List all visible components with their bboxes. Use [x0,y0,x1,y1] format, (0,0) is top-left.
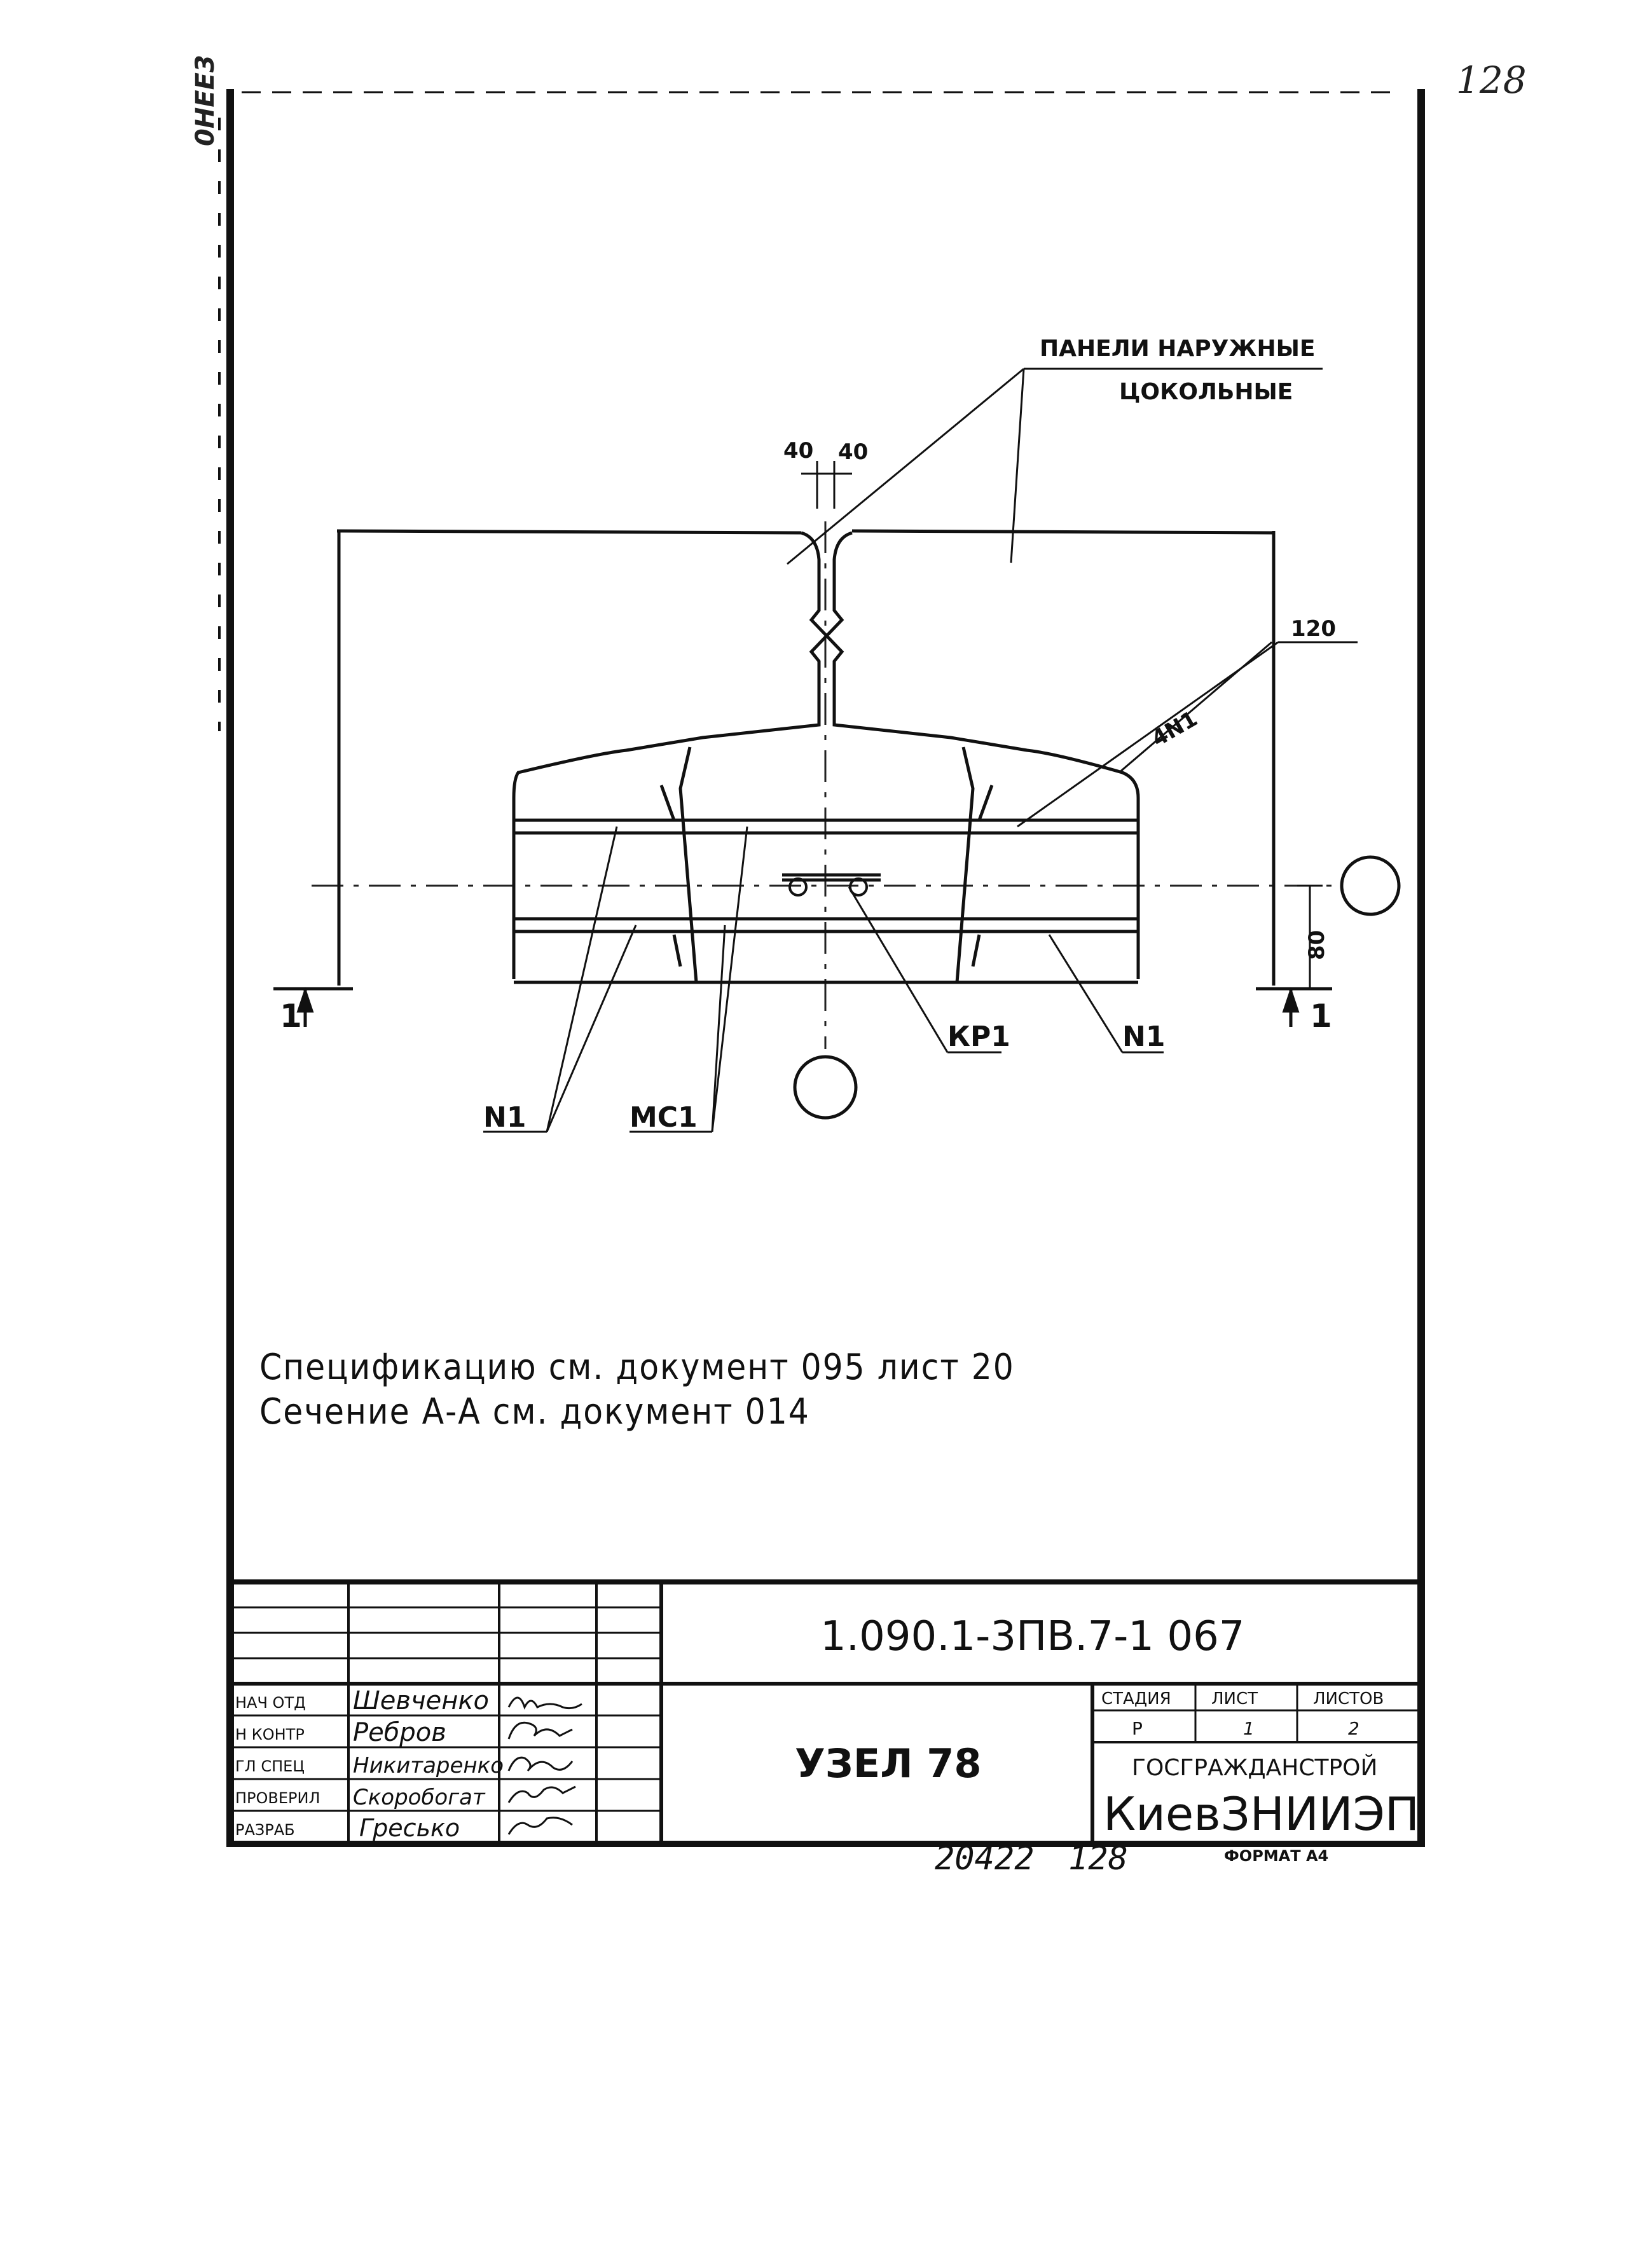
axis-bubble-bottom [795,1057,856,1118]
role-cell: ПРОВЕРИЛ [235,1789,320,1807]
label-panel-line1: ПАНЕЛИ НАРУЖНЫЕ [1040,336,1316,362]
stage-value: Р [1132,1718,1143,1739]
label-kp1: КР1 [947,1021,1010,1053]
axis-bubble-right [1342,857,1399,914]
name-cell: Скоробогат [353,1785,485,1810]
role-cell: Н КОНТР [235,1726,305,1743]
node-title: УЗЕЛ 78 [795,1740,982,1787]
label-dim-left: 40 [783,438,814,464]
label-80: 80 [1304,930,1330,960]
signature-table [235,1686,504,1842]
label-120: 120 [1291,616,1336,642]
footer-page-number: 128 [1068,1839,1128,1878]
label-4n1: 4N1 [1147,706,1202,752]
sheet-value: 1 [1243,1718,1255,1739]
label-mc1: МС1 [630,1101,698,1134]
label-n1-left: N1 [483,1101,526,1134]
doc-number: 1.090.1-3ПВ.7-1 067 [820,1613,1245,1660]
name-cell: Гресько [359,1814,460,1842]
section-mark-left-number: 1 [280,998,302,1034]
corner-page-number: 128 [1456,58,1527,102]
role-cell: РАЗРАБ [235,1821,295,1839]
archive-number: 20422 [935,1839,1035,1878]
margin-archive-code: 0HEE3 [191,55,220,146]
role-cell: НАЧ ОТД [235,1694,306,1712]
role-cell: ГЛ СПЕЦ [235,1757,305,1775]
axis-lines [312,521,1342,1049]
org-line2: КиевЗНИИЭП [1103,1787,1420,1841]
org-line1: ГОСГРАЖДАНСТРОЙ [1132,1755,1378,1781]
name-cell: Ребров [353,1718,446,1747]
sheet-header: ЛИСТ [1211,1689,1258,1708]
sheets-header: ЛИСТОВ [1313,1689,1384,1708]
signatures [509,1698,582,1834]
label-dim-right: 40 [838,439,869,465]
note-specification: Спецификацию см. документ 095 лист 20 [259,1347,1015,1388]
note-section: Сечение А-А см. документ 014 [259,1391,810,1433]
stage-header: СТАДИЯ [1101,1689,1171,1708]
section-mark-right-number: 1 [1310,998,1332,1034]
label-n1-right: N1 [1122,1021,1166,1053]
format-label: ФОРМАТ А4 [1224,1847,1329,1865]
sheets-value: 2 [1348,1718,1359,1739]
panel-outline [273,531,1332,989]
name-cell: Никитаренко [353,1753,504,1778]
label-panel-line2: ЦОКОЛЬНЫЕ [1119,379,1293,405]
name-cell: Шевченко [353,1686,489,1715]
dimension-lines [801,461,1323,989]
leader-lines [483,369,1358,1132]
